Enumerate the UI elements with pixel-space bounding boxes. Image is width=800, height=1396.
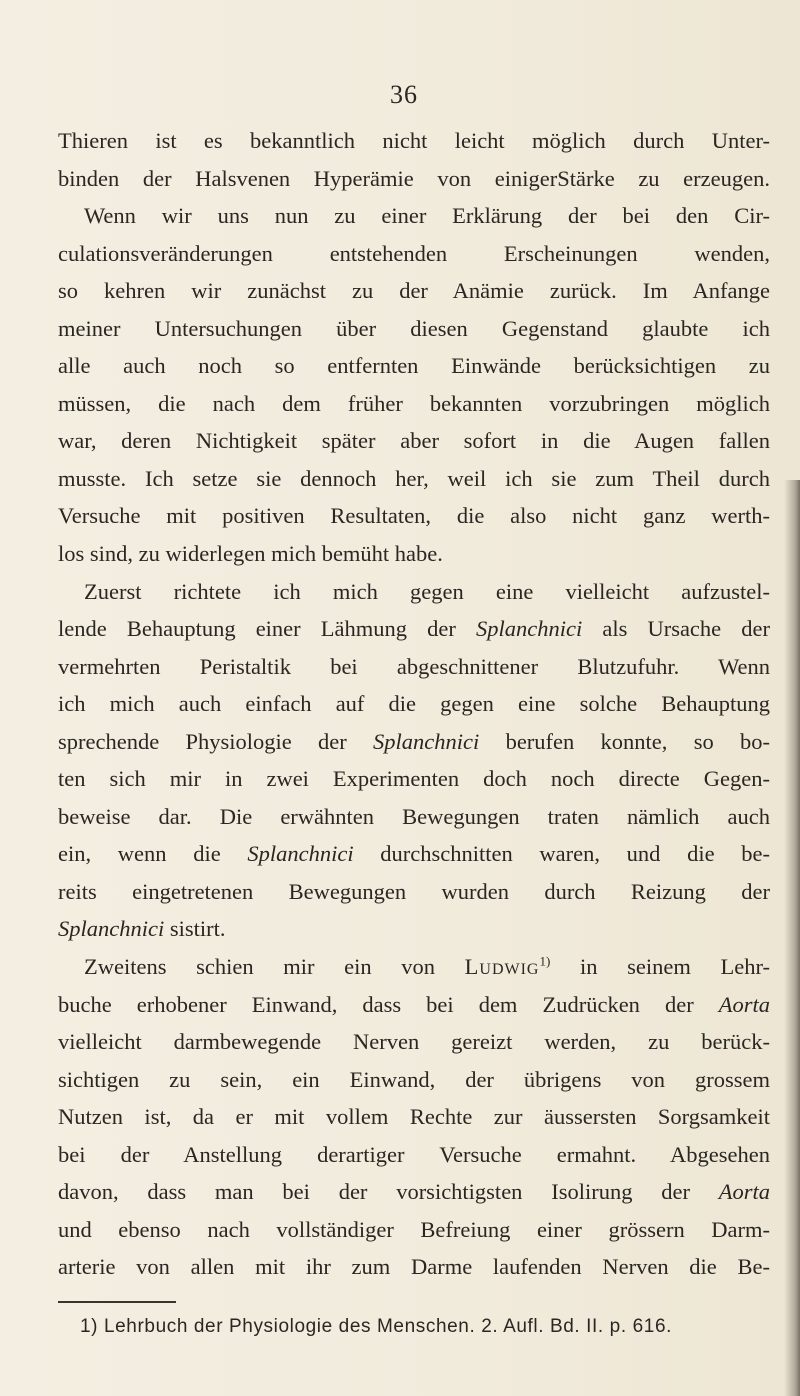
text-line: [58, 610, 770, 648]
paragraph-start-line: [58, 948, 770, 986]
page-edge-shadow: [784, 480, 800, 1396]
text-line: müssen, die nach dem früher bekannten vorzubringen möglich: [58, 390, 770, 416]
paragraph-end-line: los sind, zu widerlegen mich bemüht habe.: [58, 541, 443, 567]
text-line: culationsveränderungen entstehenden Erscheinungen wenden,: [58, 240, 770, 266]
italic-term: Aorta: [718, 1179, 770, 1205]
text-run: berufen konnte, so bo-: [479, 728, 770, 754]
text-line: bei der Anstellung derartiger Versuche ermahnt. Abgesehen: [58, 1141, 770, 1167]
text-line: sichtigen zu sein, ein Einwand, der übrigens von grossem: [58, 1066, 770, 1092]
text-line: vielleicht darmbewegende Nerven gereizt werden, zu berück-: [58, 1029, 770, 1055]
text-line: Versuche mit positiven Resultaten, die also nicht ganz werth-: [58, 503, 770, 529]
text-line: [58, 835, 770, 873]
text-line: alle auch noch so entfernten Einwände berücksichtigen zu: [58, 353, 770, 379]
text-line: binden der Halsvenen Hyperämie von einigerStärke zu erzeugen.: [58, 165, 770, 191]
text-line: Thieren ist es bekanntlich nicht leicht möglich durch Unter-: [58, 128, 770, 153]
text-run: buche erhobener Einwand, dass bei dem Zudrücken der: [58, 991, 719, 1017]
text-line: arterie von allen mit ihr zum Darme laufenden Nerven die Be-: [58, 1254, 770, 1280]
text-line: war, deren Nichtigkeit später aber sofort in die Augen fallen: [58, 428, 770, 454]
author-name: Ludwig: [464, 954, 540, 980]
text-line: Nutzen ist, da er mit vollem Rechte zur äussersten Sorgsamkeit: [58, 1104, 770, 1130]
footnote: 1) Lehrbuch der Physiologie des Menschen. 2. Aufl. Bd. II. p. 616.: [80, 1316, 672, 1337]
italic-term: Splanchnici: [373, 728, 480, 754]
paragraph-start-line: Wenn wir uns nun zu einer Erklärung der bei den Cir-: [84, 203, 770, 229]
text-run: in seinem Lehr-: [550, 954, 770, 980]
page-number: 36: [390, 80, 418, 109]
italic-term: Splanchnici: [247, 841, 354, 867]
text-run: durchschnitten waren, und die be-: [353, 841, 770, 867]
text-line: und ebenso nach vollständiger Befreiung einer grössern Darm-: [58, 1216, 770, 1242]
text-line: [58, 723, 770, 761]
text-run: sprechende Physiologie der: [58, 728, 374, 754]
italic-term: Splanchnici: [58, 916, 165, 942]
paragraph-end-line: [58, 910, 770, 948]
text-line: [58, 1173, 770, 1211]
text-run: sistirt.: [164, 916, 226, 942]
body-text: [58, 122, 770, 1286]
text-line: musste. Ich setze sie dennoch her, weil ich sie zum Theil durch: [58, 465, 770, 491]
paragraph-start-line: Zuerst richtete ich mich gegen eine vielleicht aufzustel-: [84, 578, 770, 604]
text-line: reits eingetretenen Bewegungen wurden durch Reizung der: [58, 878, 770, 904]
text-run: ein, wenn die: [58, 841, 248, 867]
footnote-divider: [58, 1301, 176, 1303]
text-run: davon, dass man bei der vorsichtigsten Isolirung der: [58, 1179, 719, 1205]
text-line: [58, 986, 770, 1024]
text-line: vermehrten Peristaltik bei abgeschnittener Blutzufuhr. Wenn: [58, 653, 770, 679]
text-line: so kehren wir zunächst zu der Anämie zurück. Im Anfange: [58, 278, 770, 304]
text-run: Zweitens schien mir ein von: [84, 954, 465, 980]
italic-term: Aorta: [718, 991, 770, 1017]
text-line: meiner Untersuchungen über diesen Gegenstand glaubte ich: [58, 315, 770, 341]
text-run: lende Behauptung einer Lähmung der: [58, 616, 476, 642]
text-run: als Ursache der: [582, 616, 771, 642]
text-line: ten sich mir in zwei Experimenten doch noch directe Gegen-: [58, 766, 770, 792]
text-line: ich mich auch einfach auf die gegen eine solche Behauptung: [58, 691, 770, 717]
footnote-marker: 1): [539, 953, 551, 969]
italic-term: Splanchnici: [475, 616, 583, 642]
text-line: beweise dar. Die erwähnten Bewegungen traten nämlich auch: [58, 803, 770, 829]
